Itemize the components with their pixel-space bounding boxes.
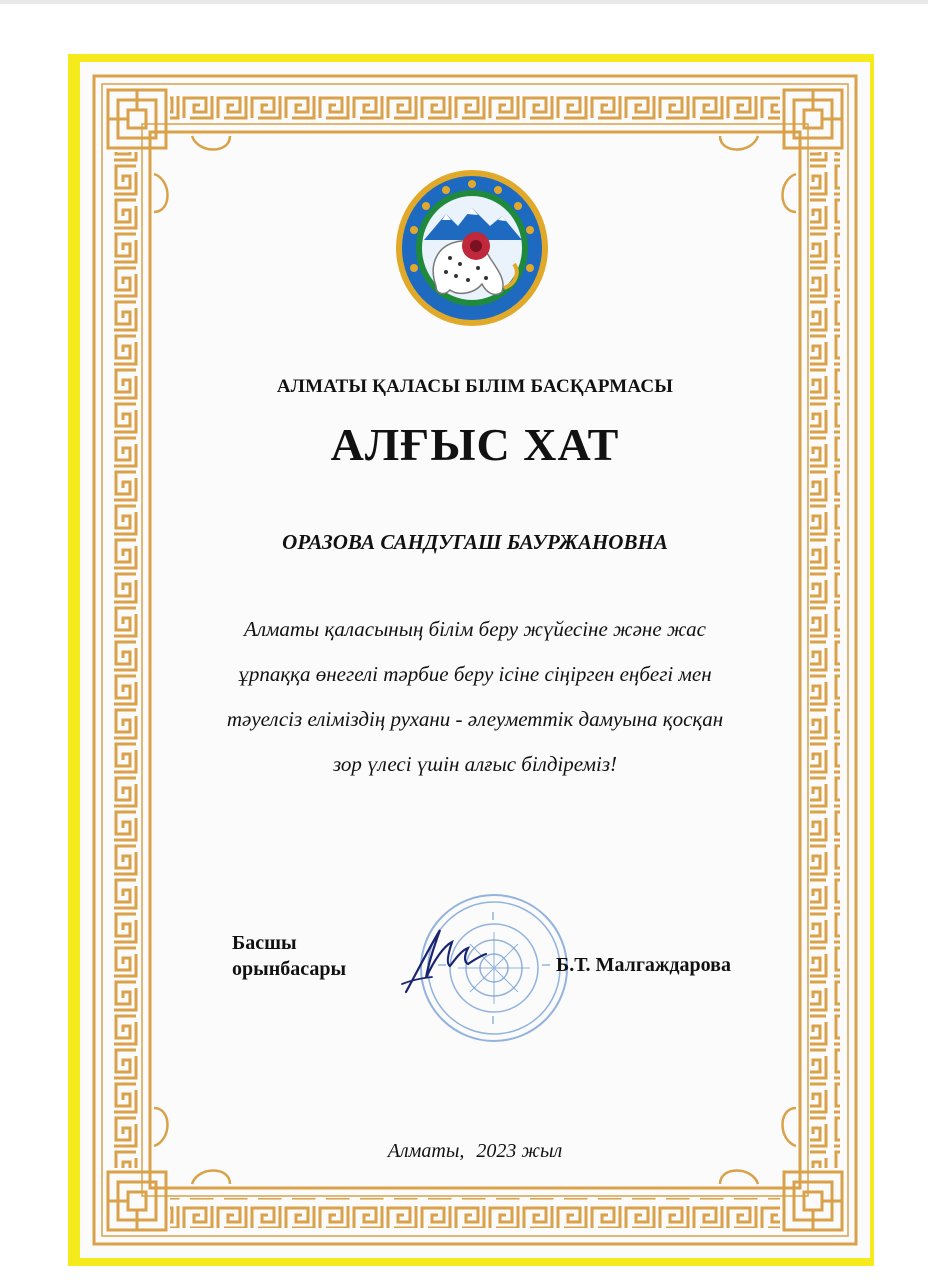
message-line-4: зор үлесі үшін алғыс білдіреміз! bbox=[332, 752, 618, 776]
signer-name: Б.Т. Малгаждарова bbox=[556, 954, 731, 976]
almaty-emblem-icon bbox=[394, 168, 550, 328]
place: Алматы, bbox=[387, 1140, 465, 1162]
message-line-2: ұрпаққа өнегелі тәрбие беру ісіне сіңірген еңбегі мен bbox=[238, 662, 712, 686]
certificate-title: АЛҒЫС ХАТ bbox=[330, 419, 620, 470]
message-line-1: Алматы қаласының білім беру жүйесіне және жас bbox=[244, 617, 706, 641]
top-edge-strip bbox=[0, 0, 928, 4]
year: 2023 жыл bbox=[476, 1140, 563, 1162]
organization-name: АЛМАТЫ ҚАЛАСЫ БІЛІМ БАСҚАРМАСЫ bbox=[276, 376, 674, 397]
signer-position bbox=[232, 930, 346, 982]
position-line-1: Басшы bbox=[232, 932, 297, 954]
message-line-3: тәуелсіз еліміздің рухани - әлеуметтік дамуына қосқан bbox=[226, 707, 724, 731]
position-line-2: орынбасары bbox=[232, 958, 347, 980]
place-and-year bbox=[80, 1140, 870, 1163]
handwritten-signature-icon bbox=[398, 920, 488, 1000]
recipient-name: ОРАЗОВА САНДУГАШ БАУРЖАНОВНА bbox=[282, 530, 668, 554]
